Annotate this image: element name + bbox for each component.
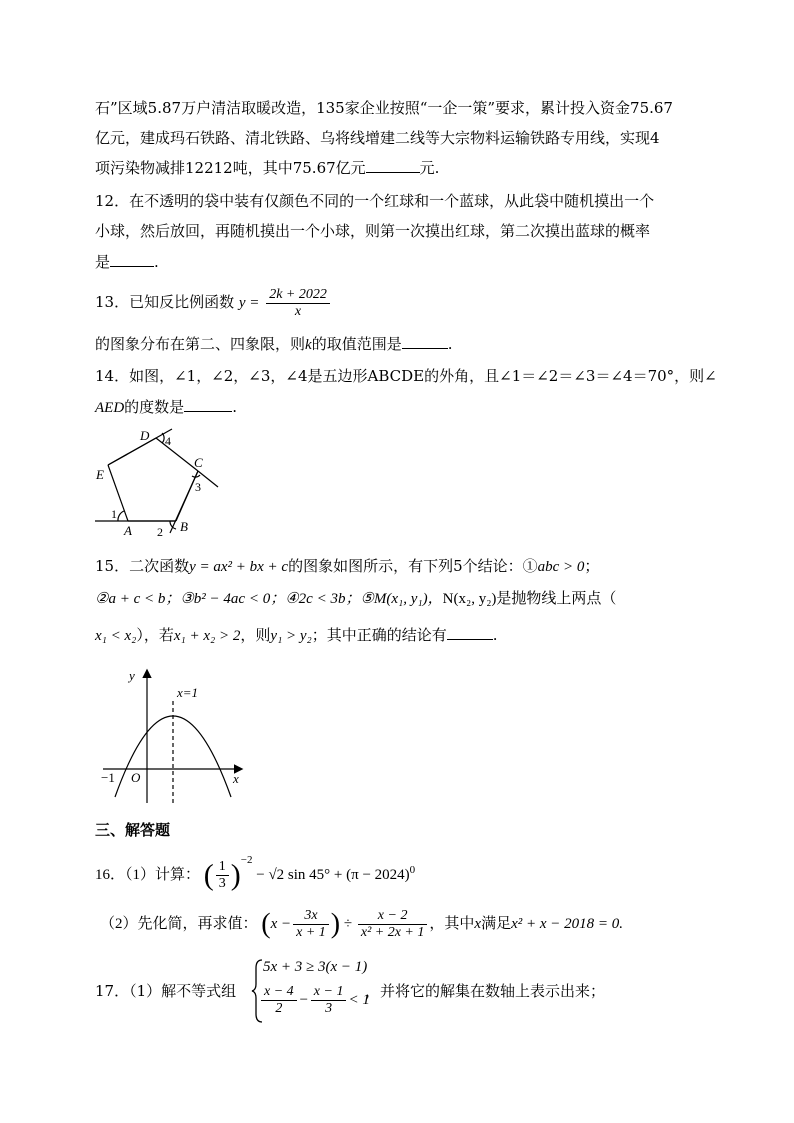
q13-y-eq: y =	[238, 295, 260, 311]
label-b: B	[180, 519, 188, 534]
q17-prefix: 17．（1）解不等式组	[95, 982, 237, 1000]
q16-part2-paren-close: )	[330, 908, 341, 940]
q17-f2-num: x − 1	[311, 984, 347, 1001]
q13-prefix: 13．已知反比例函数	[95, 293, 235, 311]
q16-rest: − √2 sin 45° + (π − 2024)	[256, 867, 410, 883]
q17-frac2	[311, 984, 347, 1017]
answer-blank[interactable]	[184, 397, 232, 412]
label-angle2: 2	[157, 525, 163, 539]
q12-line1: 12．在不透明的袋中装有仅颜色不同的一个红球和一个蓝球，从此袋中随机摸出一个	[95, 192, 655, 210]
q13-denominator: x	[294, 303, 302, 319]
q17-minus: −	[298, 991, 309, 1008]
q15-line1	[95, 556, 599, 577]
label-c: C	[194, 455, 203, 470]
q15-x-order: x₁ < x₂	[95, 628, 137, 644]
q17-ineq2	[259, 984, 370, 1017]
q16-fraction	[216, 859, 229, 892]
q12-line2: 小球，然后放回，再随机摸出一个小球，则第一次摸出红球，第二次摸出蓝球的概率	[95, 222, 651, 240]
q15-text: 的图象如图所示，有下列5个结论：①	[288, 557, 538, 575]
label-symmetry-axis: x=1	[177, 685, 199, 700]
q16-paren-open: (	[203, 858, 214, 892]
q14-line2-end: .	[232, 398, 237, 416]
label-y-axis: y	[129, 668, 135, 683]
q13-line2-text: 的图象分布在第二、四象限，则	[95, 335, 306, 353]
q16-part2-frac2	[358, 908, 428, 941]
q16-exp2: 0	[409, 864, 416, 876]
q17-ineq1: 5x + 3 ≥ 3(x − 1)	[263, 959, 368, 975]
q11-line3-end: 元.	[419, 159, 440, 177]
label-angle3: 3	[195, 480, 201, 494]
q16-f2-den: x² + 2x + 1	[360, 925, 425, 941]
q13-line1	[95, 284, 332, 321]
q15-prefix: 15．二次函数	[95, 557, 190, 575]
label-angle1: 1	[111, 507, 117, 521]
q16-f1-den: x + 1	[296, 925, 326, 941]
q15-text3f: ；其中正确的结论有	[311, 626, 447, 644]
q13-line2	[95, 334, 452, 355]
q17-frac1	[261, 984, 297, 1017]
q16-frac-den: 3	[218, 876, 226, 892]
q15-sep: ；	[584, 557, 600, 575]
q14-line2	[95, 397, 237, 418]
section-heading: 三、解答题	[95, 821, 171, 839]
q16-part1	[95, 848, 415, 898]
q16-exp: −2	[240, 854, 253, 866]
q14-line1: 14．如图，∠1，∠2，∠3，∠4是五边形ABCDE的外角，且∠1＝∠2＝∠3＝∠4＝70°，则∠	[95, 367, 717, 385]
q17-suffix: ，并将它的解集在数轴上表示出来；	[365, 982, 606, 1000]
q16-part2-text2: 满足	[481, 916, 512, 932]
q16-part2-var: x	[474, 916, 482, 932]
q15-c5b: N(x₂, y₂)是抛物线上两点（	[442, 591, 617, 607]
q11-line1: 石”区域5.87万户清洁取暖改造，135家企业按照“一企一策”要求，累计投入资金75.67	[95, 99, 673, 117]
q15-y-order: y₁ > y₂	[270, 628, 312, 644]
q13-fraction	[266, 287, 330, 320]
q15-line3	[95, 625, 498, 646]
q16-part2-frac1	[293, 908, 329, 941]
parabola-figure	[95, 665, 255, 805]
q17-f1-num: x − 4	[261, 984, 297, 1001]
q14-angle-aed: AED	[95, 400, 125, 416]
q17-lt1: < 1	[348, 991, 370, 1008]
q11-line3	[95, 158, 439, 178]
q13-line2-end: .	[447, 335, 453, 353]
label-e: E	[96, 467, 104, 482]
label-d: D	[140, 428, 150, 443]
q16-part2	[100, 902, 623, 947]
q15-c5a: ；⑤M(x₁, y₁)，	[345, 591, 443, 607]
answer-blank[interactable]	[402, 334, 448, 349]
q13-line2-text2: 的取值范围是	[311, 335, 402, 353]
answer-blank[interactable]	[110, 252, 154, 267]
q16-frac-num: 1	[216, 859, 229, 876]
q11-line2: 亿元，建成玛石铁路、清北铁路、乌将线增建二线等大宗物料运输铁路专用线，实现4	[95, 129, 660, 147]
ext-line-cd	[198, 471, 218, 487]
label-origin: O	[131, 770, 141, 785]
q15-c1: abc > 0	[537, 559, 585, 575]
q15-line3-end: .	[492, 626, 498, 644]
q17-f2-den: 3	[325, 1001, 333, 1016]
q13-numerator: 2k + 2022	[266, 287, 330, 304]
q15-c4: ；④2c < 3b	[270, 591, 346, 607]
q16-part2-div: ÷	[343, 916, 353, 932]
q12-line3-end: .	[154, 253, 159, 271]
pentagon-figure	[90, 425, 230, 543]
q12-line3-text: 是	[95, 253, 111, 271]
q14-line2-text: 的度数是	[124, 398, 185, 416]
label-x-axis: x	[233, 771, 239, 786]
q16-part2-text: ，其中	[429, 916, 475, 932]
q15-text3d: ，则	[240, 626, 271, 644]
label-neg1: −1	[101, 770, 115, 785]
q15-c2: ②a + c < b	[95, 591, 166, 607]
q15-text3b: ），若	[136, 626, 174, 644]
q15-x-sum: x₁ + x₂ > 2	[173, 628, 241, 644]
q16-f1-num: 3x	[293, 908, 329, 925]
arc-angle1	[118, 511, 124, 521]
q16-f2-num: x − 2	[358, 908, 428, 925]
answer-blank[interactable]	[447, 625, 493, 640]
q11-line3-text: 项污染物减排12212吨，其中75.67亿元	[95, 159, 366, 177]
q15-function: y = ax² + bx + c	[189, 559, 289, 575]
q16-part2-cond: x² + x − 2018 = 0.	[511, 916, 624, 932]
answer-blank[interactable]	[366, 158, 420, 173]
label-a: A	[124, 523, 132, 538]
q12-line3	[95, 252, 159, 272]
q16-paren-close: )	[230, 858, 241, 892]
q15-c3: ；③b² − 4ac < 0	[165, 591, 271, 607]
label-angle4: 4	[165, 434, 171, 448]
q16-prefix: 16．（1）计算：	[95, 867, 201, 883]
q16-part2-x: x −	[270, 916, 292, 932]
q13-var: k	[305, 337, 312, 353]
q17-f1-den: 2	[275, 1001, 283, 1016]
q16-part2-paren-open: (	[261, 908, 271, 940]
q15-line2	[95, 589, 616, 609]
q16-part2-prefix: （2）先化简，再求值：	[100, 916, 258, 932]
